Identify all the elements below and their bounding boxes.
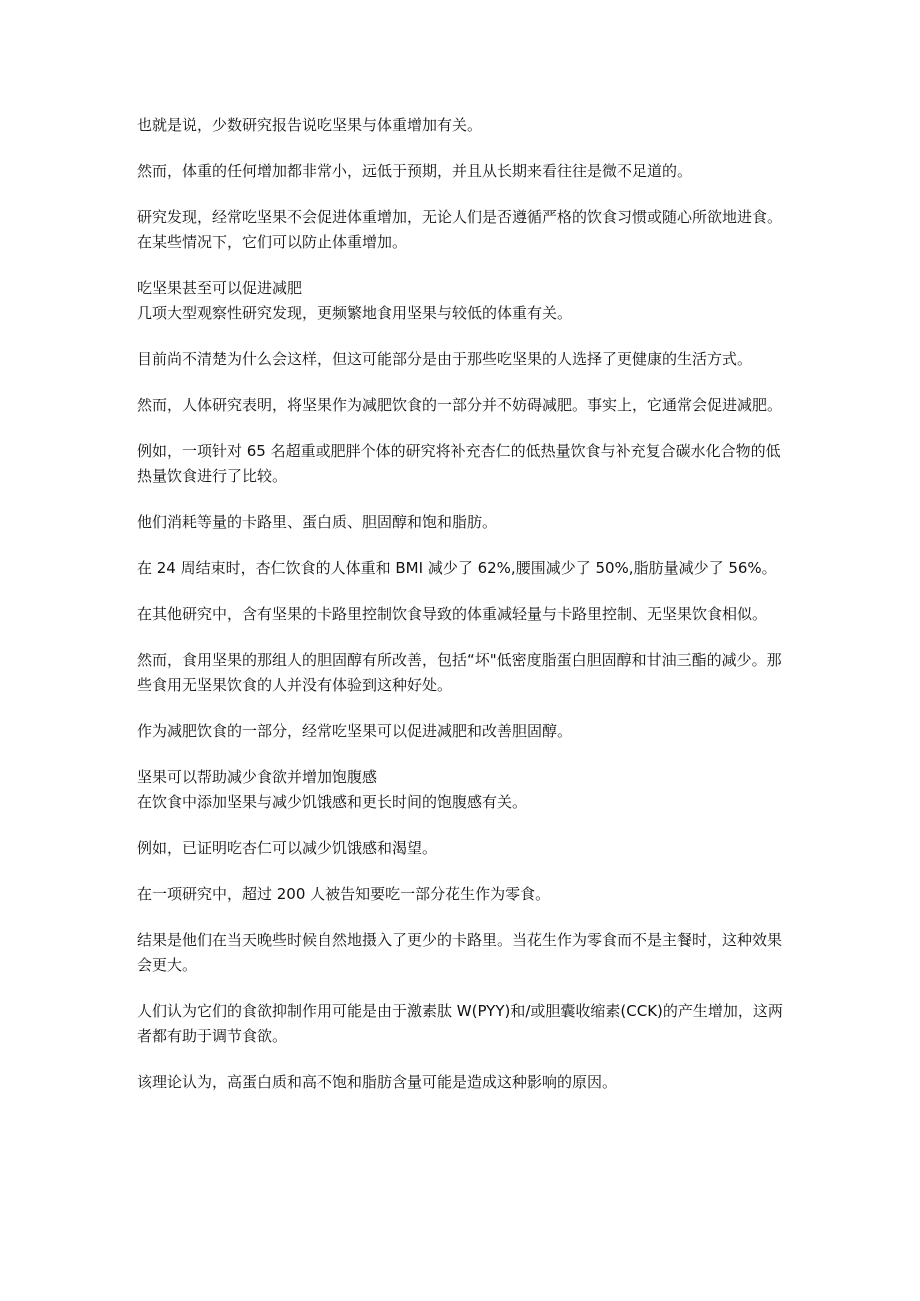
paragraph-12 [137, 836, 787, 861]
document-body [137, 113, 787, 1116]
section-appetite [137, 765, 787, 815]
paragraph-14 [137, 928, 787, 978]
paragraph-6 [137, 439, 787, 489]
paragraph-text: 结果是他们在当天晚些时候自然地摄入了更少的卡路里。当花生作为零食而不是主餐时，这种效果会更大。 [137, 931, 783, 974]
section-heading: 坚果可以帮助减少食欲并增加饱腹感 [137, 768, 378, 786]
paragraph-text: 在 24 周结束时，杏仁饮食的人体重和 BMI 减少了 62%,腰围减少了 50%,脂肪量减少了 56%。 [137, 559, 777, 577]
paragraph-3 [137, 205, 787, 255]
section-heading: 吃坚果甚至可以促进减肥 [137, 279, 303, 297]
section-lead: 几项大型观察性研究发现，更频繁地食用坚果与较低的体重有关。 [137, 304, 573, 322]
paragraph-text: 在其他研究中，含有坚果的卡路里控制饮食导致的体重减轻量与卡路里控制、无坚果饮食相似。 [137, 605, 768, 623]
paragraph-text: 研究发现，经常吃坚果不会促进体重增加，无论人们是否遵循严格的饮食习惯或随心所欲地进食。在某些情况下，它们可以防止体重增加。 [137, 208, 783, 251]
paragraph-10 [137, 648, 787, 698]
paragraph-11 [137, 719, 787, 744]
paragraph-4 [137, 347, 787, 372]
paragraph-text: 然而，食用坚果的那组人的胆固醇有所改善，包括“坏"低密度脂蛋白胆固醇和甘油三酯的减少。那些食用无坚果饮食的人并没有体验到这种好处。 [137, 651, 782, 694]
section-lead: 在饮食中添加坚果与减少饥饿感和更长时间的饱腹感有关。 [137, 793, 528, 811]
paragraph-text: 也就是说，少数研究报告说吃坚果与体重增加有关。 [137, 116, 483, 134]
paragraph-text: 人们认为它们的食欲抑制作用可能是由于激素肽 W(PYY)和/或胆囊收缩素(CCK)的产生增加，这两者都有助于调节食欲。 [137, 1002, 783, 1045]
paragraph-8 [137, 556, 787, 581]
paragraph-text: 作为减肥饮食的一部分，经常吃坚果可以促进减肥和改善胆固醇。 [137, 722, 573, 740]
paragraph-1 [137, 113, 787, 138]
paragraph-7 [137, 510, 787, 535]
paragraph-text: 然而，人体研究表明，将坚果作为减肥饮食的一部分并不妨碍减肥。事实上，它通常会促进减肥。 [137, 396, 783, 414]
paragraph-text: 他们消耗等量的卡路里、蛋白质、胆固醇和饱和脂肪。 [137, 513, 498, 531]
paragraph-15 [137, 999, 787, 1049]
paragraph-9 [137, 602, 787, 627]
paragraph-5 [137, 393, 787, 418]
paragraph-text: 目前尚不清楚为什么会这样，但这可能部分是由于那些吃坚果的人选择了更健康的生活方式。 [137, 350, 753, 368]
paragraph-text: 然而，体重的任何增加都非常小，远低于预期，并且从长期来看往往是微不足道的。 [137, 162, 693, 180]
paragraph-text: 例如，已证明吃杏仁可以减少饥饿感和渴望。 [137, 839, 438, 857]
paragraph-text: 在一项研究中，超过 200 人被告知要吃一部分花生作为零食。 [137, 885, 551, 903]
paragraph-2 [137, 159, 787, 184]
paragraph-13 [137, 882, 787, 907]
paragraph-text: 例如，一项针对 65 名超重或肥胖个体的研究将补充杏仁的低热量饮食与补充复合碳水化合物的低热量饮食进行了比较。 [137, 442, 781, 485]
paragraph-text: 该理论认为，高蛋白质和高不饱和脂肪含量可能是造成这种影响的原因。 [137, 1073, 618, 1091]
paragraph-16 [137, 1070, 787, 1095]
section-weight-loss [137, 276, 787, 326]
